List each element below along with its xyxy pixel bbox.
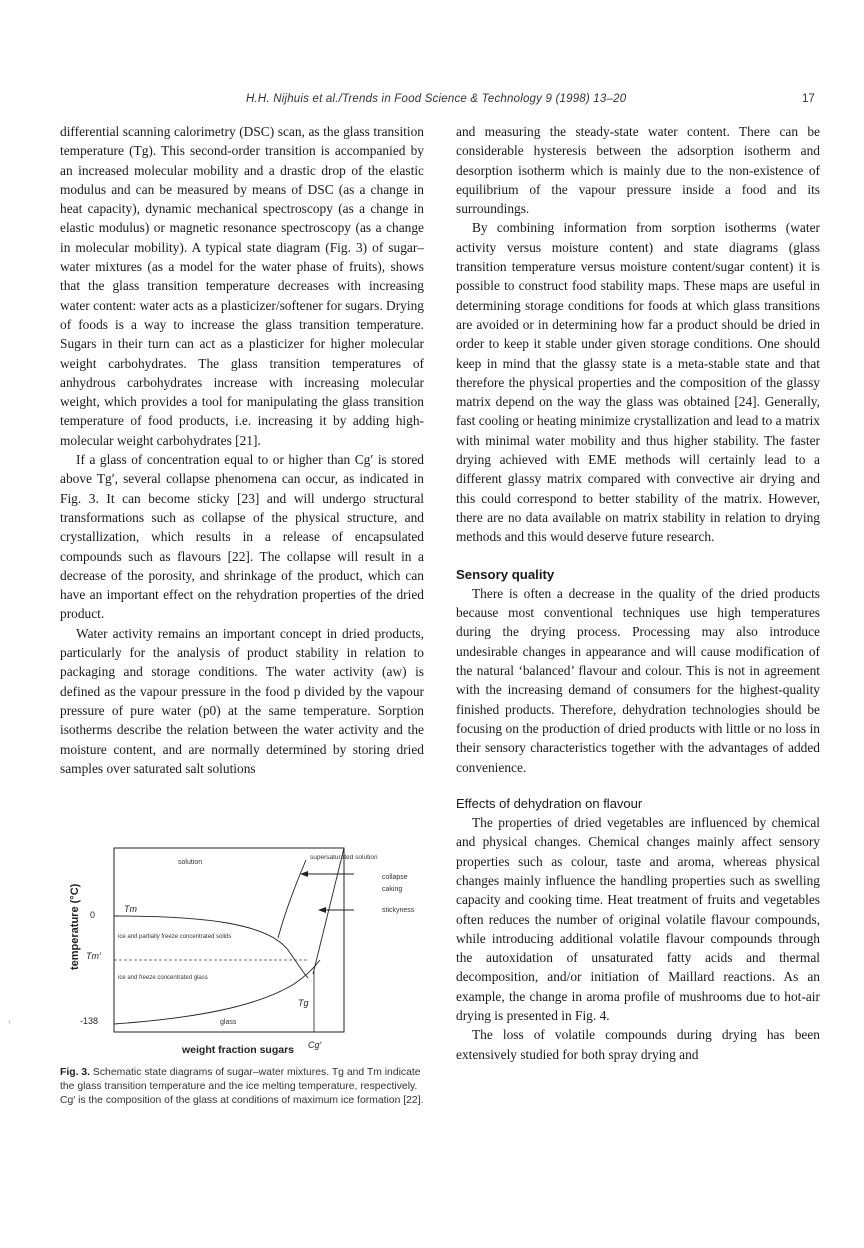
stickyness-arrowhead xyxy=(318,907,326,913)
right-paragraph-3: There is often a decrease in the quality of the dried products because most conventional techniques use high temperatures during the drying process. Processing may also introduce undesirable changes in appearance and will cause modification of the natural ‘balanced’ flavour and colour. This is not in agreement with the increasing demand of consumers for the highest-quality finished products. Therefore, dehydration technologies should be focusing on the production of dried products with little or no loss in their sensory characteristics together with the advantages of added convenience. xyxy=(456,585,820,775)
x-tick-cg: Cg′ xyxy=(308,1040,322,1050)
label-tm: Tm xyxy=(124,904,137,914)
label-tg: Tg xyxy=(298,998,309,1008)
page-number: 17 xyxy=(802,93,815,105)
y-tick-0: 0 xyxy=(90,910,96,920)
label-ice-glass: ice and freeze concentrated glass xyxy=(118,975,208,981)
label-glass: glass xyxy=(220,1019,237,1026)
section-heading-sensory: Sensory quality xyxy=(456,566,555,582)
tg-curve xyxy=(114,960,320,1024)
right-paragraph-1: and measuring the steady-state water content. There can be considerable hysteresis between the adsorption isotherm and desorption isotherm which is mainly due to the non-existence of equilibrium of the vapour pressure inside a food and its surroundings. xyxy=(456,124,820,217)
plot-frame xyxy=(114,848,344,1032)
left-paragraph-1: differential scanning calorimetry (DSC) scan, as the glass transition temperature (Tg). This second-order transition is accompanied by an increased molecular mobility and a drastic drop of the elastic modulus and can be measured by means of DSC (as a change in heat capacity), dynamic mechanical spectroscopy (as a change in elastic modulus) or magnetic resonance spectroscopy (as a change in molecular mobility). A typical state diagram (Fig. 3) of sugar–water mixtures (as a model for the water phase of fruits), shows that the glass transition temperature decreases with increasing water content: water acts as a plasticizer/softener for sugars. Drying of foods is a way to increase the glass transition temperature. Sugars in their turn can act as a plasticizer for higher molecular weight carbohydrates. The glass transition temperatures of anhydrous carbohydrates increase with increasing molecular weight, which provides a tool for manipulating the glass transition temperature of food products, i.e. increasing it by adding high-molecular weight carbohydrates [21]. xyxy=(60,124,424,448)
right-paragraph-5: The loss of volatile compounds during drying has been extensively studied for both spray drying and xyxy=(456,1027,820,1062)
subheading-flavour: Effects of dehydration on flavour xyxy=(456,795,643,811)
y-axis-label: temperature (°C) xyxy=(69,883,81,970)
left-column xyxy=(60,122,424,778)
right-paragraph-2: By combining information from sorption isotherms (water activity versus moisture content) and state diagrams (glass transition temperature versus moisture content/sugar content) it is possible to construct food stability maps. These maps are useful in determining storage conditions for foods at which glass transitions are avoided or in determining how far a product should be dried in order to keep it stable under given storage conditions. One should keep in mind that the glassy state is a meta-stable state and that therefore the physical properties and the composition of the glassy matrix depend on the way the glass was obtained [24]. Generally, fast cooling or heating minimize crystallization and lead to a matrix with minimal water mobility and thus higher stability. The faster drying achieved with EME methods will certainly lead to a different glassy matrix compared with convective air drying and this could correspond to better stability of the matrix. However, there are no data available on matrix stability in relation to drying methods and this would deserve future research. xyxy=(456,220,820,545)
margin-mark: ‹ xyxy=(8,1016,11,1026)
label-stickyness: stickyness xyxy=(382,907,415,914)
left-paragraph-3: Water activity remains an important concept in dried products, particularly for the analysis of product stability in relation to packaging and storage conditions. The water activity (aw) is defined as the vapour pressure in the food p divided by the vapour pressure of pure water (p0) at the same temperature. Sorption isotherms describe the relation between the water activity and the moisture content, and are normally determined by storing dried samples over saturated salt solutions xyxy=(60,625,424,776)
label-solution: solution xyxy=(178,859,203,866)
caption-text: Schematic state diagrams of sugar–water mixtures. Tg and Tm indicate the glass transition temperature and the ice melting temperature, respectively. Cg′ is the composition of the glass at conditions of maximum ice formation [22]. xyxy=(60,1067,424,1107)
figure-caption xyxy=(60,1066,426,1109)
label-ice-partial: ice and partially freeze concentrated solids xyxy=(118,934,232,940)
label-collapse: collapse xyxy=(382,874,408,881)
left-paragraph-2: If a glass of concentration equal to or higher than Cg′ is stored above Tg′, several collapse phenomena can occur, as indicated in Fig. 3. It can become sticky [23] and will undergo structural transformations such as collapse of the physical structure, and crystallization, which results in a release of encapsulated compounds such as flavours [22]. The collapse will result in a decrease of the porosity, and shrinkage of the product, which can have an important effect on the rehydration properties of the dried product. xyxy=(60,452,424,622)
x-axis-label: weight fraction sugars xyxy=(182,1044,295,1056)
y-tick-minus138: -138 xyxy=(80,1016,99,1026)
running-head: H.H. Nijhuis et al./Trends in Food Science & Technology 9 (1998) 13–20 xyxy=(246,93,627,105)
state-diagram-figure xyxy=(58,846,428,1056)
label-caking: caking xyxy=(382,886,403,893)
label-supersaturated: supersaturated solution xyxy=(310,854,378,861)
tm-curve xyxy=(114,916,308,978)
caption-label: Fig. 3. xyxy=(60,1067,91,1078)
right-column xyxy=(456,122,820,1064)
solubility-line xyxy=(278,860,306,938)
collapse-line xyxy=(313,848,344,974)
y-tick-tm-prime: Tm′ xyxy=(86,951,101,961)
right-paragraph-4: The properties of dried vegetables are influenced by chemical and physical changes. Chemical changes mainly affect sensory properties such as colour, taste and aroma, whereas physical changes mainly influence the handling properties such as swelling capacity and cooking time. Heat treatment of fruits and vegetables often reduces the number of original volatile flavour compounds, while introducing additional volatile flavour compounds through the autoxidation of unsaturated fatty acids and thermal decomposition, and/or initiation of Maillard reactions. As an example, the change in aroma profile of mushrooms due to hot-air drying is presented in Fig. 4. xyxy=(456,815,820,1024)
